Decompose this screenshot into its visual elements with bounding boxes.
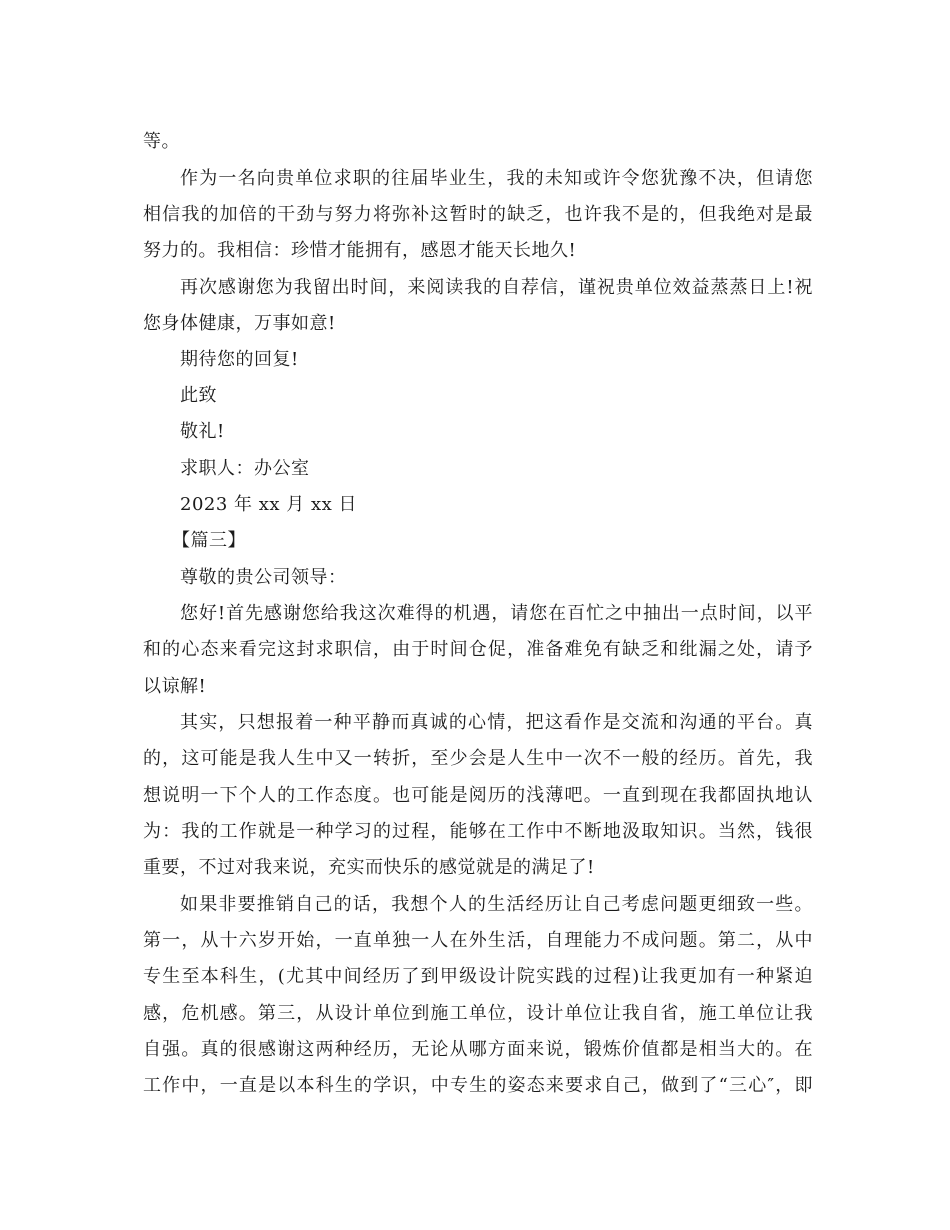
text-line: 期待您的回复! [180,349,299,370]
text-line: 专生至本科生，(尤其中间经历了到甲级设计院实践的过程)让我更加有一种紧迫 [143,966,813,987]
text-line: 想说明一下个人的工作态度。也可能是阅历的浅薄吧。一直到现在我都固执地认 [143,785,813,806]
text-line: 努力的。我相信：珍惜才能拥有，感恩才能天长地久! [143,240,577,261]
date-line: 2023 年 xx 月 xx 日 [180,494,358,515]
signature-line: 求职人：办公室 [180,458,310,479]
text-line: 自强。真的很感谢这两种经历，无论从哪方面来说，锻炼价值都是相当大的。在 [143,1039,813,1060]
text-line: 如果非要推销自己的话，我想个人的生活经历让自己考虑问题更细致一些。 [180,894,813,915]
text-line: 敬礼! [180,421,225,442]
text-line: 的，这可能是我人生中又一转折，至少会是人生中一次不一般的经历。首先，我 [143,748,813,769]
text-line: 感，危机感。第三，从设计单位到施工单位，设计单位让我自省，施工单位让我 [143,1003,813,1024]
text-line: 作为一名向贵单位求职的往届毕业生，我的未知或许令您犹豫不决，但请您 [180,168,813,189]
text-line: 工作中，一直是以本科生的学识，中专生的姿态来要求自己，做到了“三心″，即 [143,1075,813,1096]
salutation: 尊敬的贵公司领导： [180,567,347,588]
section-heading: 【篇三】 [172,530,246,551]
text-line: 其实，只想报着一种平静而真诚的心情，把这看作是交流和沟通的平台。真 [180,712,813,733]
text-line: 以谅解! [143,676,207,697]
text-line: 此致 [180,385,217,406]
text-line: 您身体健康，万事如意! [143,313,336,334]
text-line: 再次感谢您为我留出时间，来阅读我的自荐信，谨祝贵单位效益蒸蒸日上!祝 [180,277,813,298]
text-line: 和的心态来看完这封求职信，由于时间仓促，准备难免有缺乏和纰漏之处，请予 [143,639,813,660]
text-line: 为：我的工作就是一种学习的过程，能够在工作中不断地汲取知识。当然，钱很 [143,821,813,842]
text-line: 重要，不过对我来说，充实而快乐的感觉就是的满足了! [143,857,595,878]
text-line: 相信我的加倍的干劲与努力将弥补这暂时的缺乏，也许我不是的，但我绝对是最 [143,204,813,225]
text-line: 第一，从十六岁开始，一直单独一人在外生活，自理能力不成问题。第二，从中 [143,930,813,951]
text-line: 您好!首先感谢您给我这次难得的机遇，请您在百忙之中抽出一点时间，以平 [180,603,813,624]
text-line: 等。 [143,131,180,152]
